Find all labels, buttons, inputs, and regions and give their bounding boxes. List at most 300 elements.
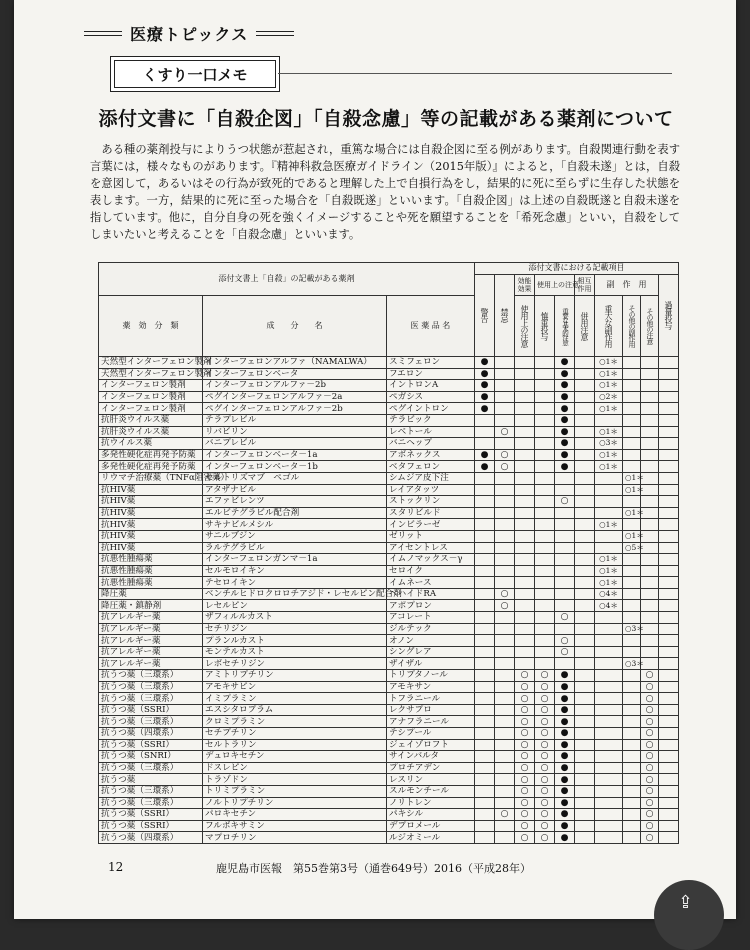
cell-mark-c: ●: [555, 797, 575, 809]
cell-mark-e: [595, 507, 623, 519]
cell-class: 抗アレルギー薬: [99, 612, 203, 624]
cell-mark-a: [515, 612, 535, 624]
cell-mark-keikoku: [475, 426, 495, 438]
cell-mark-h: [659, 820, 679, 832]
section-header: [84, 20, 294, 46]
grp-fukusayou: 副 作 用: [595, 274, 659, 295]
cell-brand: トフラニール: [387, 693, 475, 705]
cell-brand: トリプタノール: [387, 670, 475, 682]
cell-mark-a: [515, 414, 535, 426]
cell-brand: アモキサン: [387, 681, 475, 693]
cell-mark-e: [595, 472, 623, 484]
cell-mark-e: [595, 530, 623, 542]
cell-ingredient: プランルカスト: [203, 635, 387, 647]
col-heiyo: 併用注意: [575, 296, 595, 357]
cell-mark-kinki: [495, 496, 515, 508]
cell-mark-c: ●: [555, 762, 575, 774]
cell-mark-a: [515, 530, 535, 542]
cell-mark-kinki: ○: [495, 449, 515, 461]
cell-class: 抗うつ薬（SSRI）: [99, 704, 203, 716]
cell-mark-e: ○1＊: [595, 449, 623, 461]
cell-mark-e: ○2＊: [595, 391, 623, 403]
cell-ingredient: インターフェロンベータ－1b: [203, 461, 387, 473]
cell-mark-a: ○: [515, 832, 535, 844]
cell-mark-a: ○: [515, 739, 535, 751]
cell-mark-kinki: [495, 612, 515, 624]
cell-mark-e: [595, 414, 623, 426]
cell-ingredient: セルモロイキン: [203, 565, 387, 577]
cell-ingredient: エスシタロプラム: [203, 704, 387, 716]
cell-brand: オノン: [387, 635, 475, 647]
col-kinki: 禁忌: [495, 274, 515, 356]
cell-brand: アナフラニール: [387, 716, 475, 728]
cell-mark-d: [575, 600, 595, 612]
cell-mark-b: ○: [535, 739, 555, 751]
cell-mark-keikoku: [475, 809, 495, 821]
cell-mark-h: [659, 716, 679, 728]
cell-brand: ストックリン: [387, 496, 475, 508]
cell-mark-kinki: [495, 414, 515, 426]
cell-mark-b: [535, 472, 555, 484]
table-row: [99, 728, 679, 740]
table-row: [99, 612, 679, 624]
cell-mark-f: [623, 832, 641, 844]
table-row: [99, 693, 679, 705]
cell-mark-keikoku: ●: [475, 368, 495, 380]
table-row: [99, 426, 679, 438]
cell-mark-keikoku: [475, 751, 495, 763]
cell-mark-g: [641, 357, 659, 369]
cell-mark-a: [515, 600, 535, 612]
cell-brand: ジェイゾロフト: [387, 739, 475, 751]
cell-mark-c: [555, 519, 575, 531]
cell-mark-b: [535, 519, 555, 531]
cell-mark-e: [595, 670, 623, 682]
cell-mark-a: [515, 461, 535, 473]
cell-mark-c: [555, 530, 575, 542]
cell-mark-f: [623, 820, 641, 832]
table-row: [99, 380, 679, 392]
cell-class: 抗うつ薬: [99, 774, 203, 786]
cell-mark-kinki: [495, 797, 515, 809]
cell-ingredient: ペグインターフェロンアルファ－2b: [203, 403, 387, 415]
cell-brand: ノリトレン: [387, 797, 475, 809]
cell-mark-h: [659, 623, 679, 635]
cell-brand: ベタフェロン: [387, 461, 475, 473]
cell-mark-f: [623, 368, 641, 380]
cell-mark-keikoku: [475, 588, 495, 600]
cell-mark-h: [659, 461, 679, 473]
cell-mark-e: [595, 762, 623, 774]
cell-ingredient: サニルブジン: [203, 530, 387, 542]
cell-ingredient: エルビテグラビル配合剤: [203, 507, 387, 519]
cell-mark-c: ○: [555, 646, 575, 658]
cell-mark-kinki: [495, 484, 515, 496]
cell-class: 抗アレルギー薬: [99, 646, 203, 658]
cell-brand: プロチアデン: [387, 762, 475, 774]
cell-mark-b: [535, 391, 555, 403]
cell-mark-g: [641, 380, 659, 392]
header-right: 添付文書における記載項目: [475, 263, 679, 275]
cell-class: リウマチ治療薬（TNFα阻害薬）: [99, 472, 203, 484]
cell-mark-h: [659, 658, 679, 670]
cell-mark-h: [659, 635, 679, 647]
cell-mark-h: [659, 646, 679, 658]
cell-mark-f: [623, 716, 641, 728]
cell-mark-f: [623, 357, 641, 369]
cell-mark-b: ○: [535, 670, 555, 682]
cell-mark-a: [515, 391, 535, 403]
table-row: [99, 484, 679, 496]
cell-mark-e: [595, 542, 623, 554]
cell-mark-h: [659, 380, 679, 392]
cell-mark-d: [575, 809, 595, 821]
cell-mark-a: [515, 542, 535, 554]
table-row: [99, 519, 679, 531]
cell-class: 抗うつ薬（SSRI）: [99, 820, 203, 832]
cell-class: 多発性硬化症再発予防薬: [99, 461, 203, 473]
cell-mark-h: [659, 588, 679, 600]
cell-brand: テラビック: [387, 414, 475, 426]
cell-class: 降圧薬・鎮静剤: [99, 600, 203, 612]
cell-mark-b: ○: [535, 728, 555, 740]
cell-mark-kinki: [495, 391, 515, 403]
grp-sougo: 相互作用: [575, 274, 595, 295]
cell-mark-keikoku: [475, 774, 495, 786]
cell-mark-keikoku: [475, 670, 495, 682]
cell-mark-b: [535, 357, 555, 369]
cell-mark-b: ○: [535, 785, 555, 797]
cell-ingredient: テセロイキン: [203, 577, 387, 589]
cell-mark-keikoku: [475, 693, 495, 705]
article-title: 添付文書に「自殺企図」「自殺念慮」等の記載がある薬剤について: [98, 108, 674, 130]
cell-mark-kinki: [495, 681, 515, 693]
cell-ingredient: エファビレンツ: [203, 496, 387, 508]
cell-mark-c: ○: [555, 496, 575, 508]
drug-table: [98, 262, 679, 844]
cell-class: 抗HIV薬: [99, 542, 203, 554]
cell-mark-b: [535, 507, 555, 519]
cell-mark-d: [575, 646, 595, 658]
cell-class: 抗HIV薬: [99, 496, 203, 508]
cell-mark-h: [659, 809, 679, 821]
cell-mark-a: [515, 507, 535, 519]
cell-mark-e: ○3＊: [595, 438, 623, 450]
cell-mark-keikoku: ●: [475, 461, 495, 473]
cell-mark-kinki: [495, 670, 515, 682]
cell-class: 抗うつ薬（四環系）: [99, 728, 203, 740]
cell-mark-h: [659, 600, 679, 612]
cell-mark-f: [623, 519, 641, 531]
cell-ingredient: セルトラリン: [203, 739, 387, 751]
cell-ingredient: レセルピン: [203, 600, 387, 612]
cell-mark-b: ○: [535, 809, 555, 821]
cell-mark-a: [515, 368, 535, 380]
cell-mark-b: ○: [535, 774, 555, 786]
table-row: [99, 751, 679, 763]
cell-mark-a: [515, 484, 535, 496]
cell-mark-b: [535, 623, 555, 635]
cell-mark-d: [575, 472, 595, 484]
cell-mark-d: [575, 693, 595, 705]
cell-mark-f: [623, 751, 641, 763]
cell-brand: シムジア皮下注: [387, 472, 475, 484]
cell-mark-f: [623, 391, 641, 403]
cell-mark-f: [623, 403, 641, 415]
cell-mark-kinki: [495, 774, 515, 786]
cell-mark-e: [595, 832, 623, 844]
cell-mark-c: [555, 577, 575, 589]
cell-mark-h: [659, 426, 679, 438]
cell-brand: レクサプロ: [387, 704, 475, 716]
col-sonota-chui: その他の注意: [641, 296, 659, 357]
cell-mark-a: [515, 646, 535, 658]
cell-mark-e: [595, 820, 623, 832]
cell-mark-b: [535, 368, 555, 380]
cell-mark-keikoku: [475, 507, 495, 519]
cell-mark-d: [575, 565, 595, 577]
cell-mark-d: [575, 681, 595, 693]
table-row: [99, 704, 679, 716]
cell-mark-c: [555, 565, 575, 577]
cell-mark-f: [623, 426, 641, 438]
cell-ingredient: デュロキセチン: [203, 751, 387, 763]
cell-class: 抗うつ薬（SSRI）: [99, 739, 203, 751]
cell-mark-b: [535, 600, 555, 612]
cell-mark-keikoku: ●: [475, 403, 495, 415]
header-rule-left: [84, 31, 122, 36]
cell-brand: デプロメール: [387, 820, 475, 832]
cell-ingredient: イミプラミン: [203, 693, 387, 705]
cell-mark-kinki: [495, 728, 515, 740]
cell-mark-c: [555, 507, 575, 519]
cell-mark-keikoku: [475, 565, 495, 577]
cell-brand: レベトール: [387, 426, 475, 438]
cell-mark-e: [595, 646, 623, 658]
cell-mark-kinki: [495, 785, 515, 797]
grp-shiyou: 使用上の注意: [535, 274, 575, 295]
cell-mark-keikoku: [475, 623, 495, 635]
table-row: [99, 449, 679, 461]
cell-mark-kinki: [495, 403, 515, 415]
cell-mark-g: [641, 449, 659, 461]
cell-brand: アポプロン: [387, 600, 475, 612]
cell-mark-kinki: [495, 507, 515, 519]
cell-mark-e: [595, 751, 623, 763]
share-button[interactable]: [654, 880, 724, 950]
cell-mark-b: [535, 414, 555, 426]
cell-mark-kinki: [495, 438, 515, 450]
cell-class: インターフェロン製剤: [99, 391, 203, 403]
cell-class: 抗うつ薬（三環系）: [99, 716, 203, 728]
cell-ingredient: サキナビルメシル: [203, 519, 387, 531]
cell-mark-d: [575, 484, 595, 496]
cell-mark-f: [623, 728, 641, 740]
cell-brand: スミフェロン: [387, 357, 475, 369]
cell-mark-h: [659, 832, 679, 844]
cell-mark-a: [515, 588, 535, 600]
cell-ingredient: セチプチリン: [203, 728, 387, 740]
cell-mark-e: ○1＊: [595, 577, 623, 589]
cell-mark-e: ○1＊: [595, 461, 623, 473]
cell-mark-keikoku: [475, 484, 495, 496]
cell-ingredient: ザフィルルカスト: [203, 612, 387, 624]
cell-ingredient: アミトリプチリン: [203, 670, 387, 682]
cell-mark-d: [575, 438, 595, 450]
table-body: [99, 357, 679, 844]
cell-mark-c: ●: [555, 774, 575, 786]
cell-mark-e: [595, 739, 623, 751]
cell-mark-g: [641, 496, 659, 508]
cell-mark-e: [595, 774, 623, 786]
table-row: [99, 716, 679, 728]
cell-mark-c: [555, 623, 575, 635]
cell-mark-kinki: [495, 542, 515, 554]
cell-mark-kinki: [495, 658, 515, 670]
cell-mark-c: [555, 484, 575, 496]
cell-mark-kinki: ○: [495, 426, 515, 438]
cell-mark-a: ○: [515, 809, 535, 821]
cell-mark-g: ○: [641, 751, 659, 763]
cell-mark-d: [575, 612, 595, 624]
cell-mark-kinki: [495, 565, 515, 577]
memo-rule: [278, 73, 672, 74]
cell-mark-keikoku: [475, 704, 495, 716]
table-row: [99, 820, 679, 832]
cell-ingredient: リバビリン: [203, 426, 387, 438]
cell-mark-b: ○: [535, 832, 555, 844]
cell-mark-f: [623, 670, 641, 682]
cell-mark-c: ●: [555, 785, 575, 797]
cell-brand: スタリビルド: [387, 507, 475, 519]
cell-ingredient: アタザナビル: [203, 484, 387, 496]
cell-mark-keikoku: ●: [475, 380, 495, 392]
cell-ingredient: セチリジン: [203, 623, 387, 635]
cell-mark-h: [659, 612, 679, 624]
cell-class: 抗ウイルス薬: [99, 438, 203, 450]
cell-brand: サインバルタ: [387, 751, 475, 763]
cell-mark-c: ○: [555, 635, 575, 647]
cell-mark-a: [515, 472, 535, 484]
cell-mark-f: [623, 565, 641, 577]
cell-mark-d: [575, 762, 595, 774]
cell-mark-a: [515, 438, 535, 450]
cell-brand: アボネックス: [387, 449, 475, 461]
col-class: 薬 効 分 類: [99, 296, 203, 357]
cell-brand: テシプール: [387, 728, 475, 740]
cell-ingredient: ラルテグラビル: [203, 542, 387, 554]
cell-mark-b: [535, 658, 555, 670]
cell-ingredient: インターフェロンアルファ（NAMALWA）: [203, 357, 387, 369]
cell-mark-d: [575, 797, 595, 809]
cell-mark-h: [659, 519, 679, 531]
cell-mark-c: ●: [555, 704, 575, 716]
cell-mark-b: [535, 380, 555, 392]
cell-mark-kinki: ○: [495, 461, 515, 473]
cell-mark-d: [575, 658, 595, 670]
cell-mark-g: ○: [641, 716, 659, 728]
cell-mark-b: ○: [535, 820, 555, 832]
cell-mark-d: [575, 449, 595, 461]
cell-brand: ペグイントロン: [387, 403, 475, 415]
cell-mark-a: [515, 449, 535, 461]
cell-mark-d: [575, 542, 595, 554]
cell-mark-h: [659, 357, 679, 369]
cell-mark-d: [575, 623, 595, 635]
cell-mark-a: ○: [515, 751, 535, 763]
cell-mark-a: ○: [515, 716, 535, 728]
cell-mark-keikoku: [475, 554, 495, 566]
cell-mark-f: [623, 588, 641, 600]
cell-mark-e: [595, 728, 623, 740]
cell-mark-c: [555, 588, 575, 600]
publication-line: 鹿児島市医報 第55巻第3号（通巻649号）2016（平成28年）: [216, 862, 531, 875]
cell-mark-b: [535, 577, 555, 589]
cell-mark-b: [535, 403, 555, 415]
cell-mark-h: [659, 391, 679, 403]
cell-ingredient: マプロチリン: [203, 832, 387, 844]
cell-class: 抗悪性腫瘍薬: [99, 554, 203, 566]
cell-mark-d: [575, 832, 595, 844]
cell-mark-d: [575, 588, 595, 600]
cell-mark-d: [575, 391, 595, 403]
cell-mark-g: [641, 646, 659, 658]
cell-mark-f: ○1＊: [623, 472, 641, 484]
table-row: [99, 530, 679, 542]
table-row: [99, 565, 679, 577]
cell-mark-keikoku: [475, 658, 495, 670]
cell-mark-c: ●: [555, 368, 575, 380]
cell-mark-b: [535, 438, 555, 450]
cell-ingredient: フルボキサミン: [203, 820, 387, 832]
cell-class: 抗うつ薬（三環系）: [99, 693, 203, 705]
cell-mark-h: [659, 414, 679, 426]
cell-mark-d: [575, 716, 595, 728]
cell-mark-keikoku: [475, 832, 495, 844]
cell-mark-c: ●: [555, 809, 575, 821]
cell-mark-h: [659, 484, 679, 496]
cell-mark-f: [623, 461, 641, 473]
cell-mark-c: ●: [555, 461, 575, 473]
cell-ingredient: ペグインターフェロンアルファ－2a: [203, 391, 387, 403]
cell-mark-keikoku: [475, 762, 495, 774]
cell-ingredient: バニプレビル: [203, 438, 387, 450]
cell-mark-d: [575, 357, 595, 369]
cell-class: 抗アレルギー薬: [99, 623, 203, 635]
cell-mark-c: ●: [555, 820, 575, 832]
cell-mark-e: ○1＊: [595, 565, 623, 577]
cell-ingredient: ベンチルヒドロクロロチアジド・レセルピン配合剤: [203, 588, 387, 600]
cell-mark-g: [641, 600, 659, 612]
cell-mark-d: [575, 704, 595, 716]
cell-mark-g: ○: [641, 832, 659, 844]
cell-mark-h: [659, 797, 679, 809]
cell-mark-h: [659, 530, 679, 542]
cell-mark-b: [535, 554, 555, 566]
table-row: [99, 785, 679, 797]
cell-ingredient: インターフェロンガンマ－1a: [203, 554, 387, 566]
cell-mark-g: ○: [641, 681, 659, 693]
cell-mark-kinki: [495, 716, 515, 728]
cell-mark-kinki: [495, 623, 515, 635]
cell-mark-keikoku: [475, 646, 495, 658]
cell-class: 抗HIV薬: [99, 507, 203, 519]
cell-brand: ザイザル: [387, 658, 475, 670]
cell-mark-g: ○: [641, 704, 659, 716]
cell-mark-a: ○: [515, 797, 535, 809]
cell-mark-c: ●: [555, 391, 575, 403]
cell-mark-f: [623, 693, 641, 705]
